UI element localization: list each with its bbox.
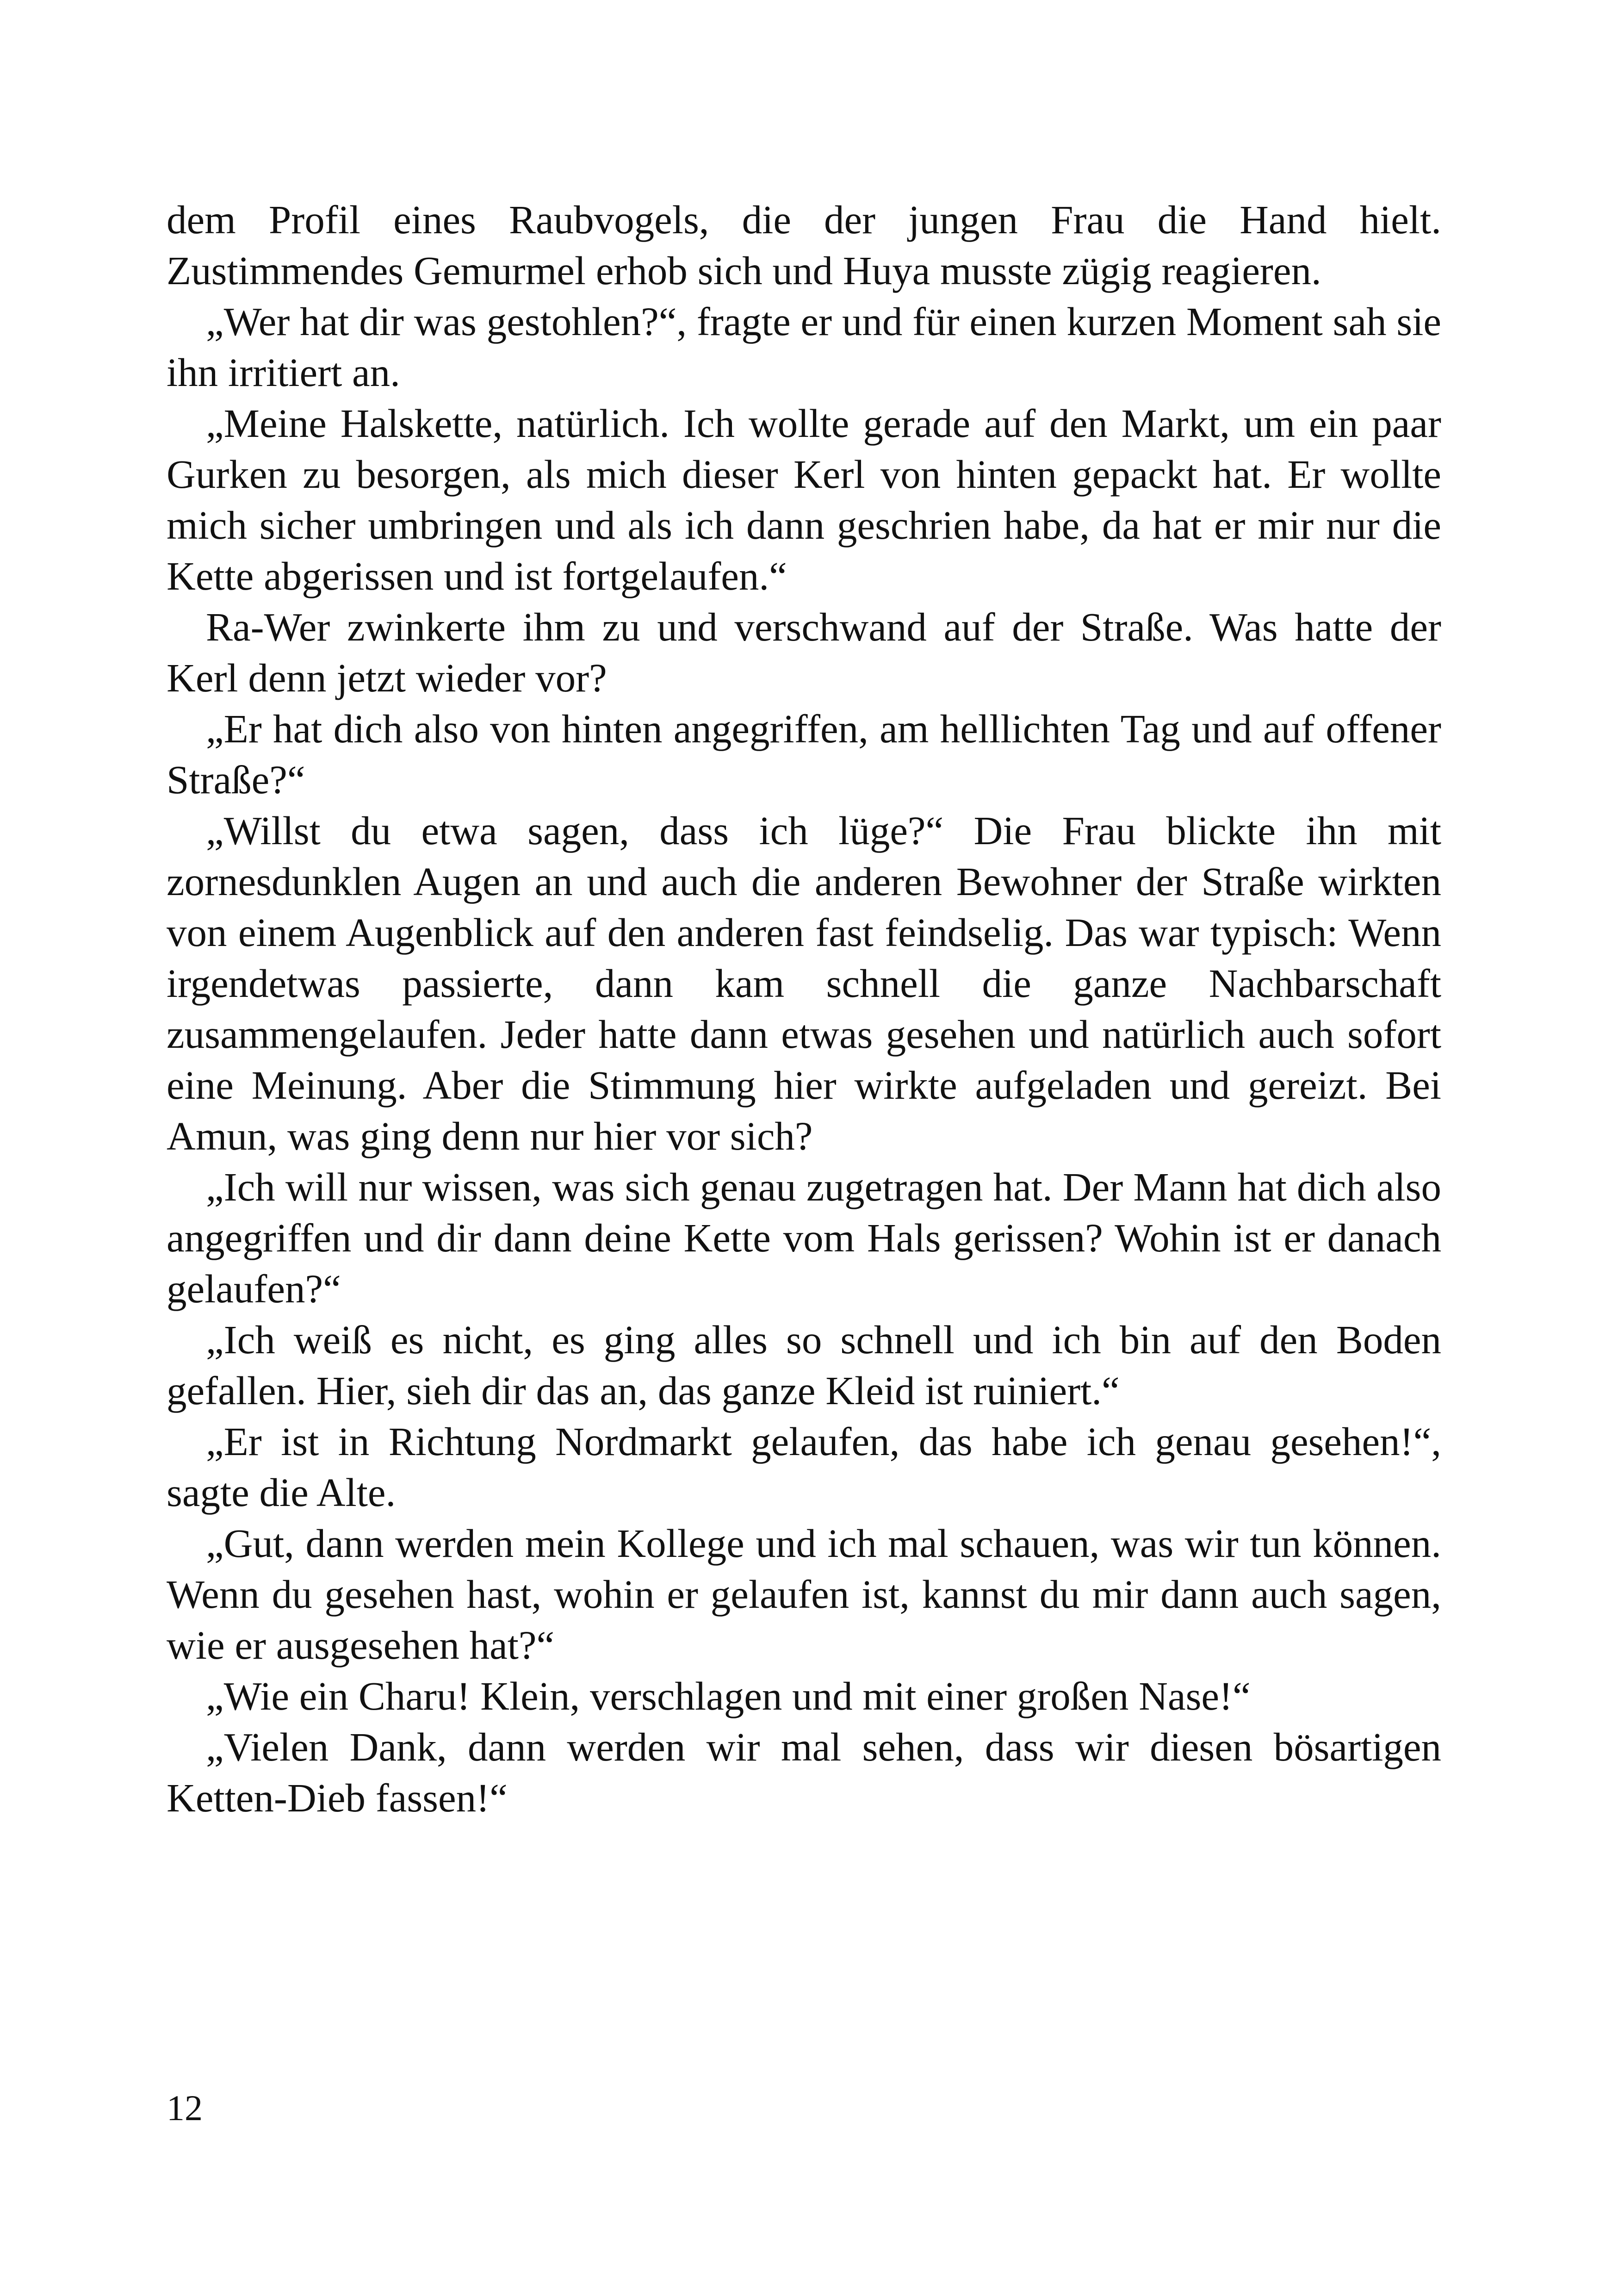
paragraph-10: „Gut, dann werden mein Kollege und ich mal schauen, was wir tun können. Wenn du gesehen hast, wohin er gelaufen ist, kannst du mir dann auch sagen, wie er ausgesehen hat?“ <box>167 1521 1441 1668</box>
paragraph-11: „Wie ein Charu! Klein, verschlagen und mit einer großen Nase!“ <box>206 1674 1251 1718</box>
paragraph-1: dem Profil eines Raubvogels, die der jungen Frau die Hand hielt. Zustimmendes Gemurmel erhob sich und Huya musste zügig reagieren. <box>167 197 1441 293</box>
paragraph-3: „Meine Halskette, natürlich. Ich wollte gerade auf den Markt, um ein paar Gurken zu besorgen, als mich dieser Kerl von hinten gepackt hat. Er wollte mich sicher umbringen und als ich dann geschrien habe, da hat er mir nur die Kette abgerissen und ist fortgelaufen.“ <box>167 401 1441 598</box>
paragraph-5: „Er hat dich also von hinten angegriffen, am helllichten Tag und auf offener Straße?“ <box>167 706 1441 802</box>
book-page <box>167 194 1441 2092</box>
paragraph-8: „Ich weiß es nicht, es ging alles so schnell und ich bin auf den Boden gefallen. Hier, sieh dir das an, das ganze Kleid ist ruiniert.“ <box>167 1317 1441 1413</box>
body-text <box>167 194 1441 1823</box>
paragraph-2: „Wer hat dir was gestohlen?“, fragte er und für einen kurzen Moment sah sie ihn irritiert an. <box>167 299 1441 395</box>
paragraph-9: „Er ist in Richtung Nordmarkt gelaufen, das habe ich genau gesehen!“, sagte die Alte. <box>167 1419 1441 1515</box>
paragraph-12: „Vielen Dank, dann werden wir mal sehen, dass wir diesen bösartigen Ketten-Dieb fassen!“ <box>167 1724 1441 1820</box>
paragraph-7: „Ich will nur wissen, was sich genau zugetragen hat. Der Mann hat dich also angegriffen und dir dann deine Kette vom Hals gerissen? Wohin ist er danach gelaufen?“ <box>167 1164 1441 1311</box>
page-number: 12 <box>167 2088 203 2128</box>
paragraph-6: „Willst du etwa sagen, dass ich lüge?“ Die Frau blickte ihn mit zornesdunklen Augen an und auch die anderen Bewohner der Straße wirkten von einem Augenblick auf den anderen fast feindselig. Das war typisch: Wenn irgendetwas passierte, dann kam schnell die ganze Nachbarschaft zusammengelaufen. Jeder hatte dann etwas gesehen und natürlich auch sofort eine Meinung. Aber die Stimmung hier wirkte aufgeladen und gereizt. Bei Amun, was ging denn nur hier vor sich? <box>167 808 1441 1158</box>
paragraph-4: Ra-Wer zwinkerte ihm zu und verschwand auf der Straße. Was hatte der Kerl denn jetzt wieder vor? <box>167 604 1441 700</box>
